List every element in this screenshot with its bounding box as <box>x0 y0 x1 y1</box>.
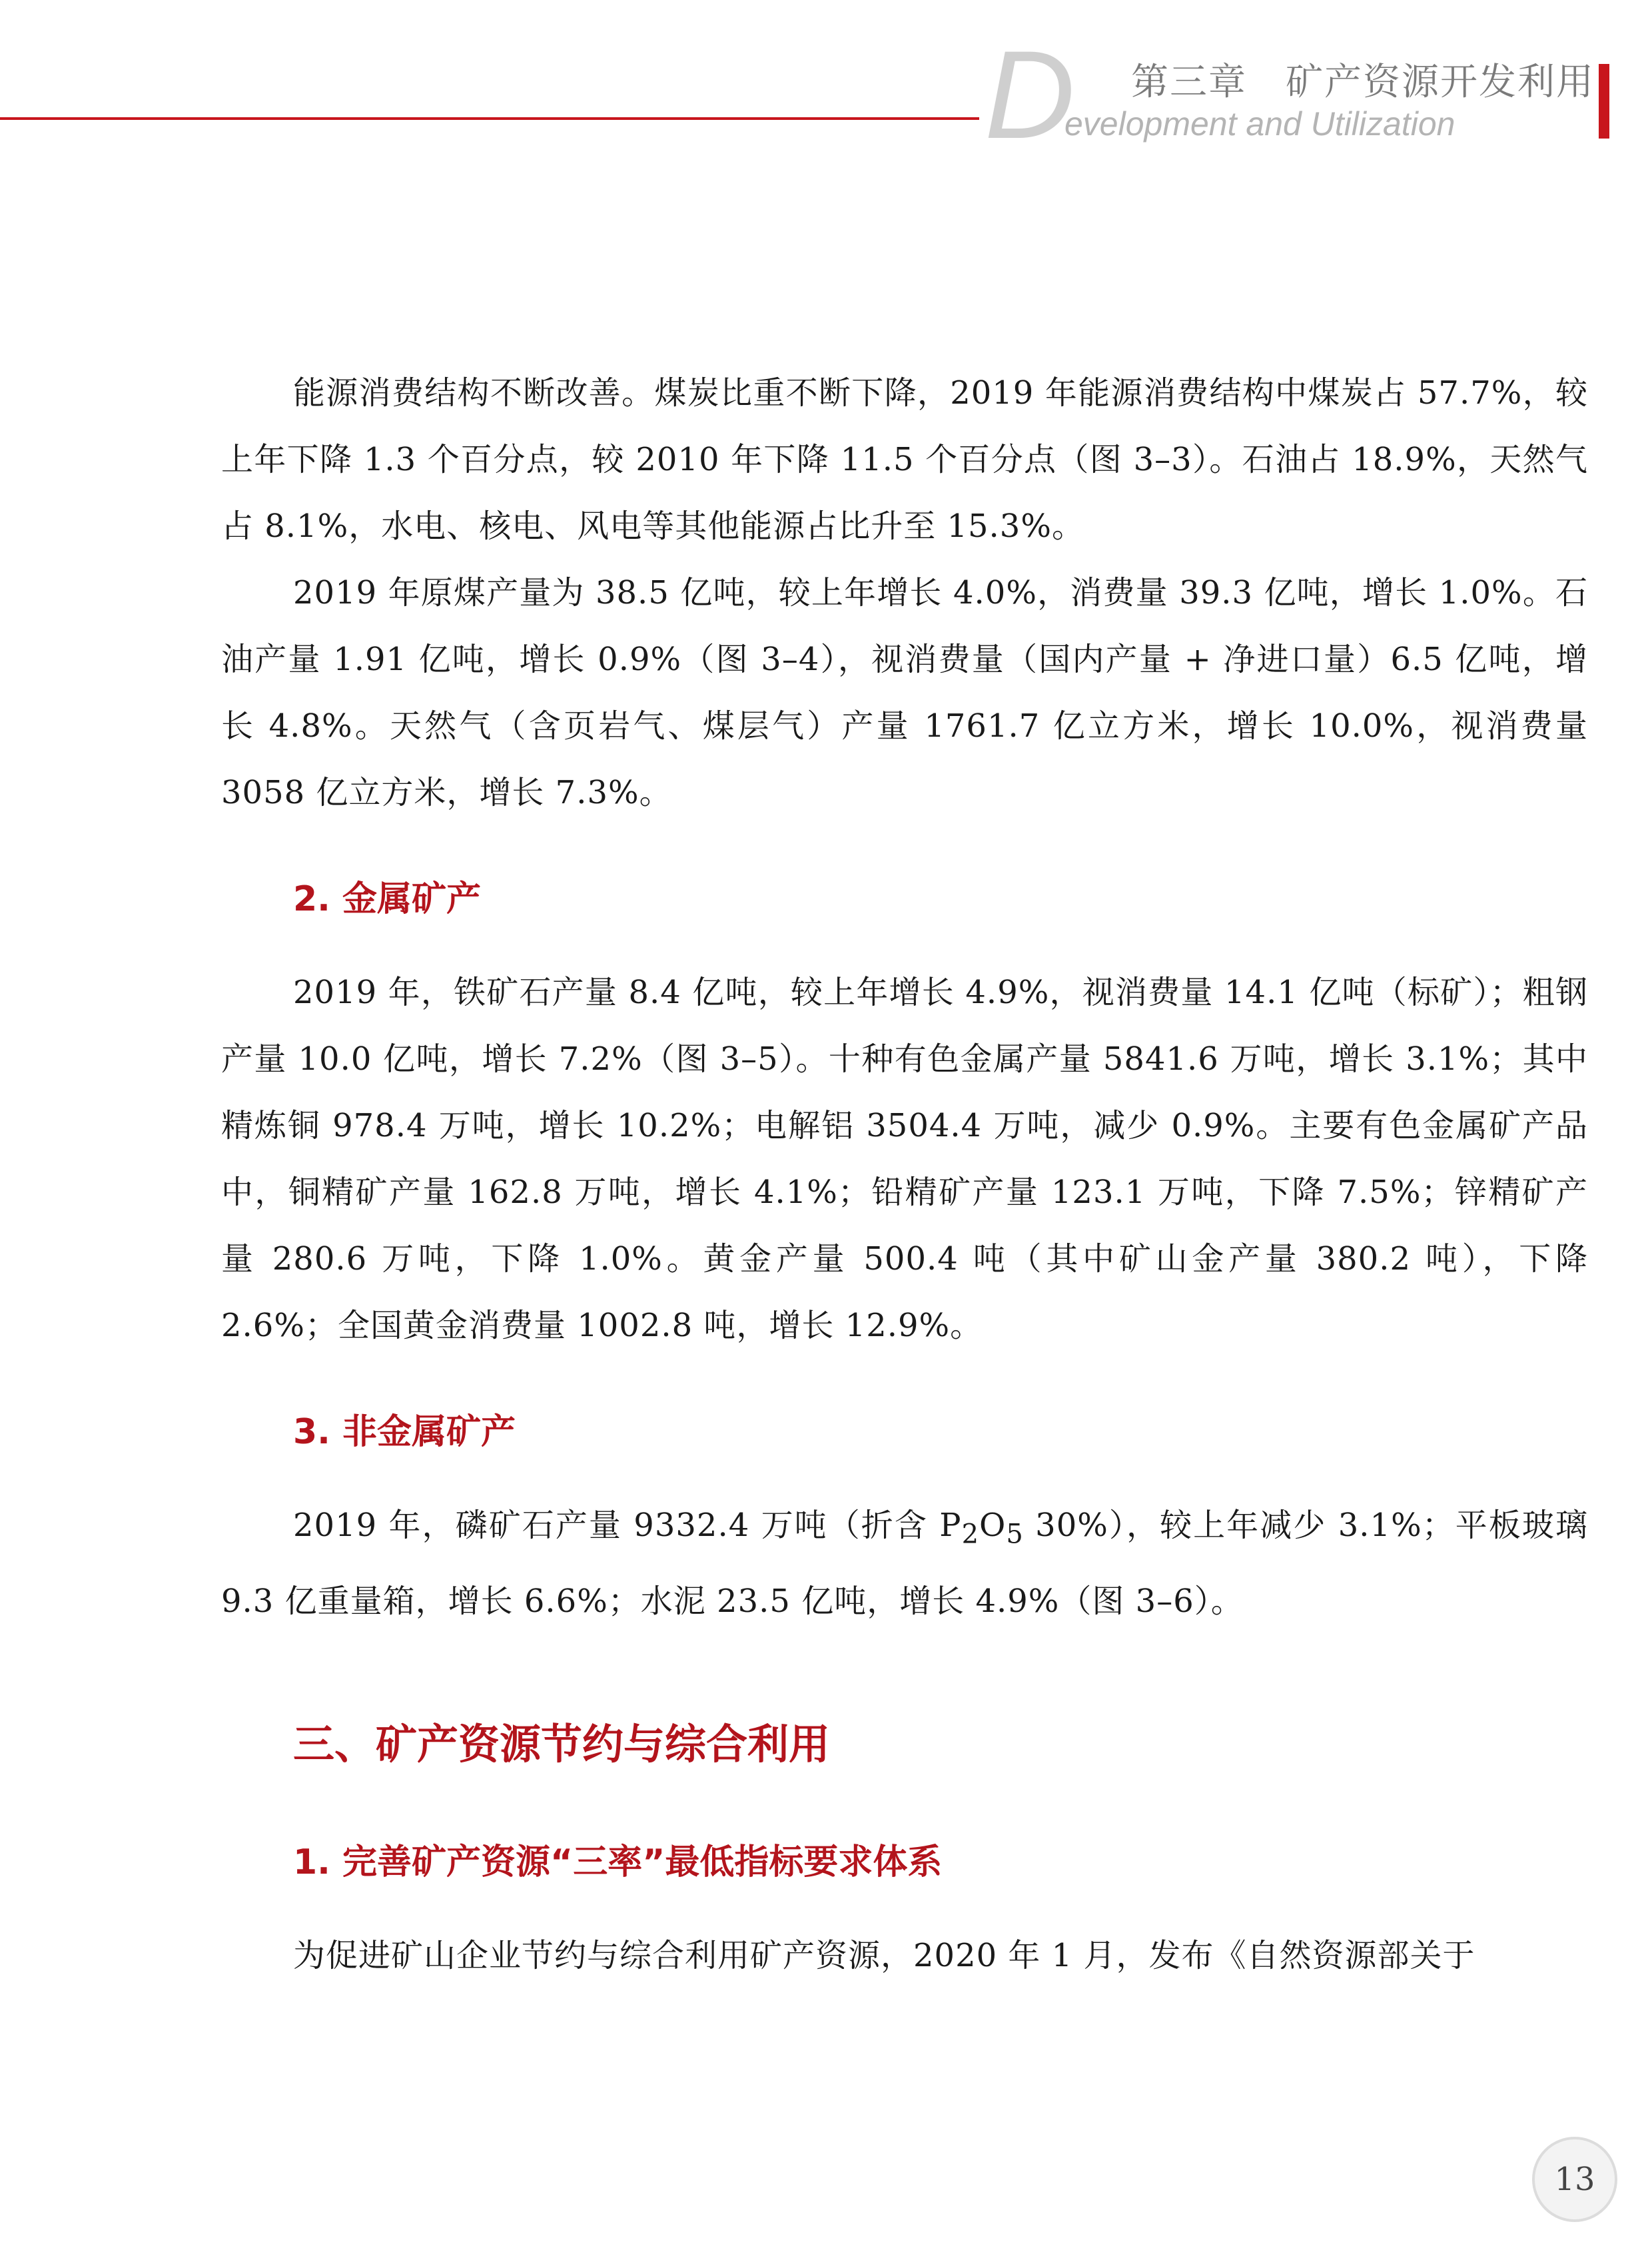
page-header <box>0 0 1652 165</box>
header-big-letter: D <box>985 25 1075 165</box>
subscript: 5 <box>1006 1519 1024 1550</box>
paragraph-part: O <box>979 1507 1007 1544</box>
subscript: 2 <box>961 1519 980 1550</box>
heading-metal-minerals: 2. 金属矿产 <box>293 879 482 919</box>
paragraph-metal-minerals: 2019 年，铁矿石产量 8.4 亿吨，较上年增长 4.9%，视消费量 14.1 亿吨（标矿）；粗钢产量 10.0 亿吨，增长 7.2%（图 3–5）。十种有色金属产量 5841.6 万吨，增长 3.1%；其中精炼铜 978.4 万吨，增长 10.2%；电解铝 3504.4 万吨，减少 0.9%。主要有色金属矿产品中，铜精矿产量 162.8 万吨，增长 4.1%；铅精矿产量 123.1 万吨，下降 7.5%；锌精矿产量 280.6 万吨，下降 1.0%。黄金产量 500.4 吨（其中矿山金产量 380.2 吨），下降 2.6%；全国黄金消费量 1002.8 吨，增长 12.9%。 <box>221 974 1588 1344</box>
chapter-title: 第三章 矿产资源开发利用 <box>1131 61 1595 104</box>
heading-nonmetal-minerals: 3. 非金属矿产 <box>293 1412 516 1452</box>
paragraph-part: 2019 年，磷矿石产量 9332.4 万吨（折含 P <box>293 1507 962 1544</box>
page-body <box>221 360 1588 1989</box>
paragraph-sanlv-intro: 为促进矿山企业节约与综合利用矿产资源，2020 年 1 月，发布《自然资源部关于 <box>293 1936 1475 1974</box>
chapter-english-title: evelopment and Utilization <box>1064 105 1455 143</box>
paragraph-coal-oil-gas: 2019 年原煤产量为 38.5 亿吨，较上年增长 4.0%，消费量 39.3 亿吨，增长 1.0%。石油产量 1.91 亿吨，增长 0.9%（图 3–4），视消费量（国内产量 + 净进口量）6.5 亿吨，增长 4.8%。天然气（含页岩气、煤层气）产量 1761.7 亿立方米，增长 10.0%，视消费量 3058 亿立方米，增长 7.3%。 <box>221 574 1588 811</box>
header-rule <box>0 117 979 120</box>
paragraph-energy-structure: 能源消费结构不断改善。煤炭比重不断下降，2019 年能源消费结构中煤炭占 57.7%，较上年下降 1.3 个百分点，较 2010 年下降 11.5 个百分点（图 3–3）。石油占 18.9%，天然气占 8.1%，水电、核电、风电等其他能源占比升至 15.3%。 <box>221 374 1588 545</box>
header-accent-bar <box>1599 64 1609 139</box>
heading-section-three: 三、矿产资源节约与综合利用 <box>293 1719 831 1768</box>
paragraph-nonmetal-minerals <box>221 1492 1588 1635</box>
page-number: 13 <box>1532 2137 1617 2222</box>
heading-sanlv-system: 1. 完善矿产资源“三率”最低指标要求体系 <box>293 1842 943 1882</box>
paragraph-part: 30%），较上年减少 3.1%；平板玻璃 9.3 亿重量箱，增长 6.6%；水泥 23.5 亿吨，增长 4.9%（图 3–6）。 <box>221 1507 1588 1620</box>
